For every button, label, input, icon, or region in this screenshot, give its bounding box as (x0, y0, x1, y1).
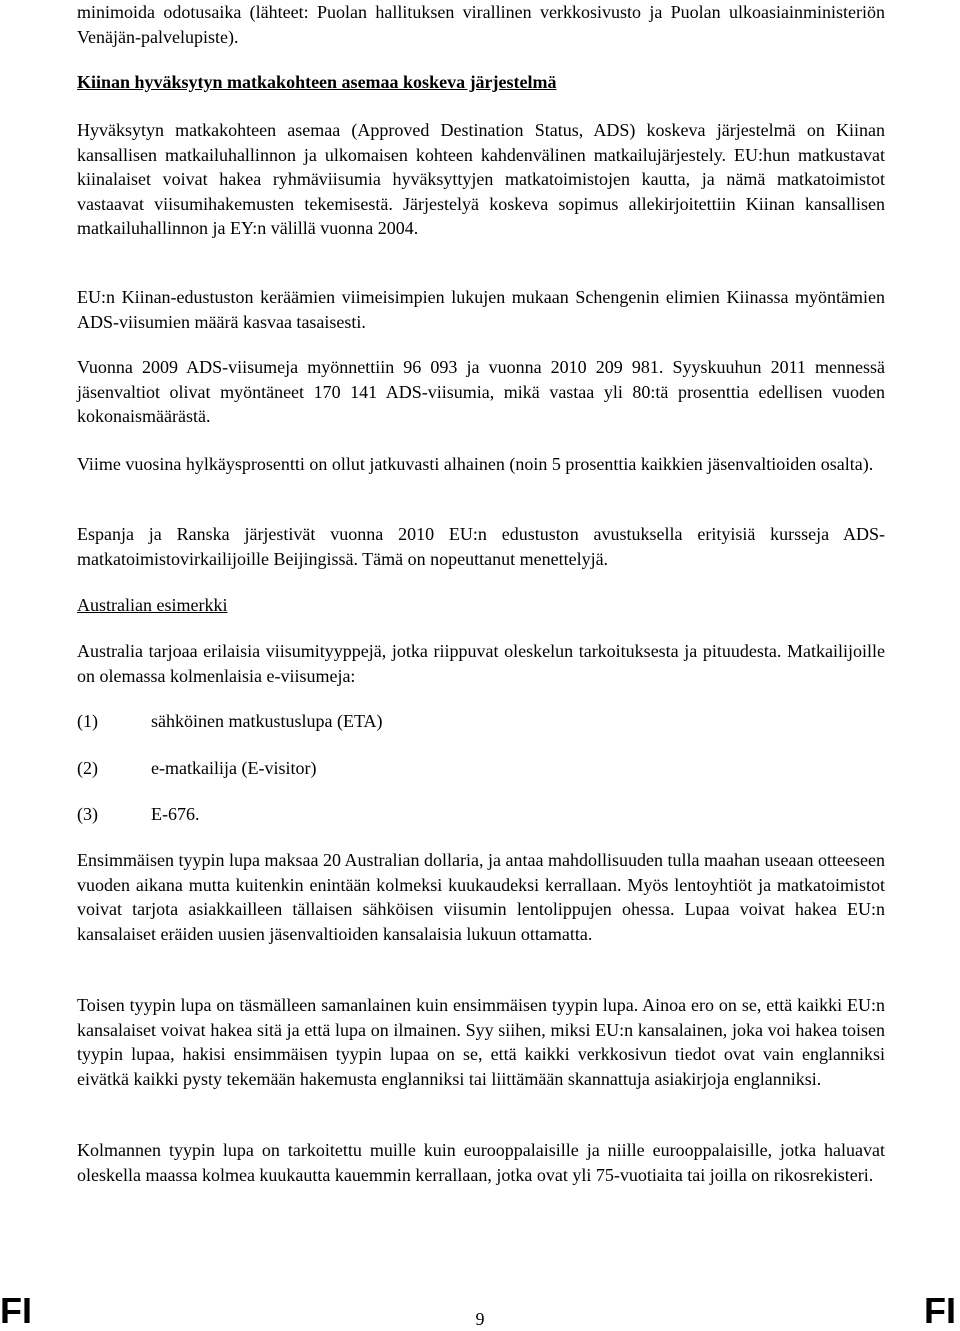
list-item-text: E-676. (151, 804, 200, 824)
list-item (77, 756, 316, 781)
china-paragraph-4: Viime vuosina hylkäysprosentti on ollut jatkuvasti alhainen (noin 5 prosenttia kaikkien jäsenvaltioiden osalta). (77, 454, 874, 474)
australia-section-heading: Australian esimerkki (77, 595, 228, 615)
list-item-number: (2) (77, 758, 98, 778)
list-item (77, 709, 383, 734)
australia-intro-paragraph: Australia tarjoaa erilaisia viisumityyppejä, jotka riippuvat oleskelun tarkoituksesta ja pituudesta. Matkailijoille on olemassa kolmenlaisia e-viisumeja: (77, 641, 885, 686)
list-item-text: sähköinen matkustuslupa (ETA) (151, 711, 383, 731)
intro-tail-paragraph: minimoida odotusaika (lähteet: Puolan hallituksen virallinen verkkosivusto ja Puolan ulkoasiainministeriön Venäjän-palvelupiste). (77, 2, 885, 47)
footer-language-left: FI (0, 1290, 32, 1331)
china-paragraph-3: Vuonna 2009 ADS-viisumeja myönnettiin 96 093 ja vuonna 2010 209 981. Syyskuuhun 2011 mennessä jäsenvaltiot olivat myöntäneet 170 141 ADS-viisumia, mikä vastaa yli 80:tä prosenttia edellisen vuoden kokonaismäärästä. (77, 357, 885, 426)
china-paragraph-2: EU:n Kiinan-edustuston keräämien viimeisimpien lukujen mukaan Schengenin elimien Kiinassa myöntämien ADS-viisumien määrä kasvaa tasaisesti. (77, 287, 885, 332)
australia-paragraph-1: Ensimmäisen tyypin lupa maksaa 20 Australian dollaria, ja antaa mahdollisuuden tulla maahan useaan otteeseen vuoden aikana mutta kuitenkin enintään kolmeksi kuukaudeksi kerrallaan. Myös lentoyhtiöt ja matkatoimistot voivat tarjota asiakkailleen tällaisen sähköisen viisumin lentolippujen ohessa. Lupaa voivat hakea EU:n kansalaiset eräiden uusien jäsenvaltioiden kansalaisia lukuun ottamatta. (77, 850, 885, 944)
list-item-number: (3) (77, 804, 98, 824)
china-paragraph-1: Hyväksytyn matkakohteen asemaa (Approved Destination Status, ADS) koskeva järjestelmä on Kiinan kansallisen matkailuhallinnon ja ulkomaisen kohteen kahdenvälinen matkailujärjestely. EU:hun matkustavat kiinalaiset voivat hakea ryhmäviisumia hyväksyttyjen matkatoimistojen kautta, ja nämä matkatoimistot vastaavat viisumihakemusten tekemisestä. Järjestelyä koskeva sopimus allekirjoitettiin Kiinan kansallisen matkailuhallinnon ja EY:n välillä vuonna 2004. (77, 120, 885, 238)
australia-paragraph-2: Toisen tyypin lupa on täsmälleen samanlainen kuin ensimmäisen tyypin lupa. Ainoa ero on se, että kaikki EU:n kansalaiset voivat hakea sitä ja että lupa on ilmainen. Syy siihen, miksi EU:n kansalainen, joka voi hakea toisen tyypin lupaa, hakisi ensimmäisen tyypin lupaa on se, että kaikki verkkosivun tiedot ovat vain englanniksi eivätkä kaikki pysty tekemään hakemusta englanniksi tai liittämään skannattuja asiakirjoja englanniksi. (77, 995, 885, 1089)
footer-language-right: FI (924, 1290, 956, 1331)
list-item-number: (1) (77, 711, 98, 731)
australia-paragraph-3: Kolmannen tyypin lupa on tarkoitettu muille kuin eurooppalaisille ja niille eurooppalaisille, jotka haluavat oleskella maassa kolmea kuukautta kauemmin kerrallaan, jotka ovat yli 75-vuotiaita tai joilla on rikosrekisteri. (77, 1140, 885, 1185)
list-item (77, 802, 200, 827)
china-paragraph-5: Espanja ja Ranska järjestivät vuonna 2010 EU:n edustuston avustuksella erityisiä kursseja ADS-matkatoimistovirkailijoille Beijingissä. Tämä on nopeuttanut menettelyjä. (77, 524, 885, 569)
list-item-text: e-matkailija (E-visitor) (151, 758, 317, 778)
china-section-heading: Kiinan hyväksytyn matkakohteen asemaa koskeva järjestelmä (77, 72, 557, 92)
page-number: 9 (475, 1309, 485, 1329)
